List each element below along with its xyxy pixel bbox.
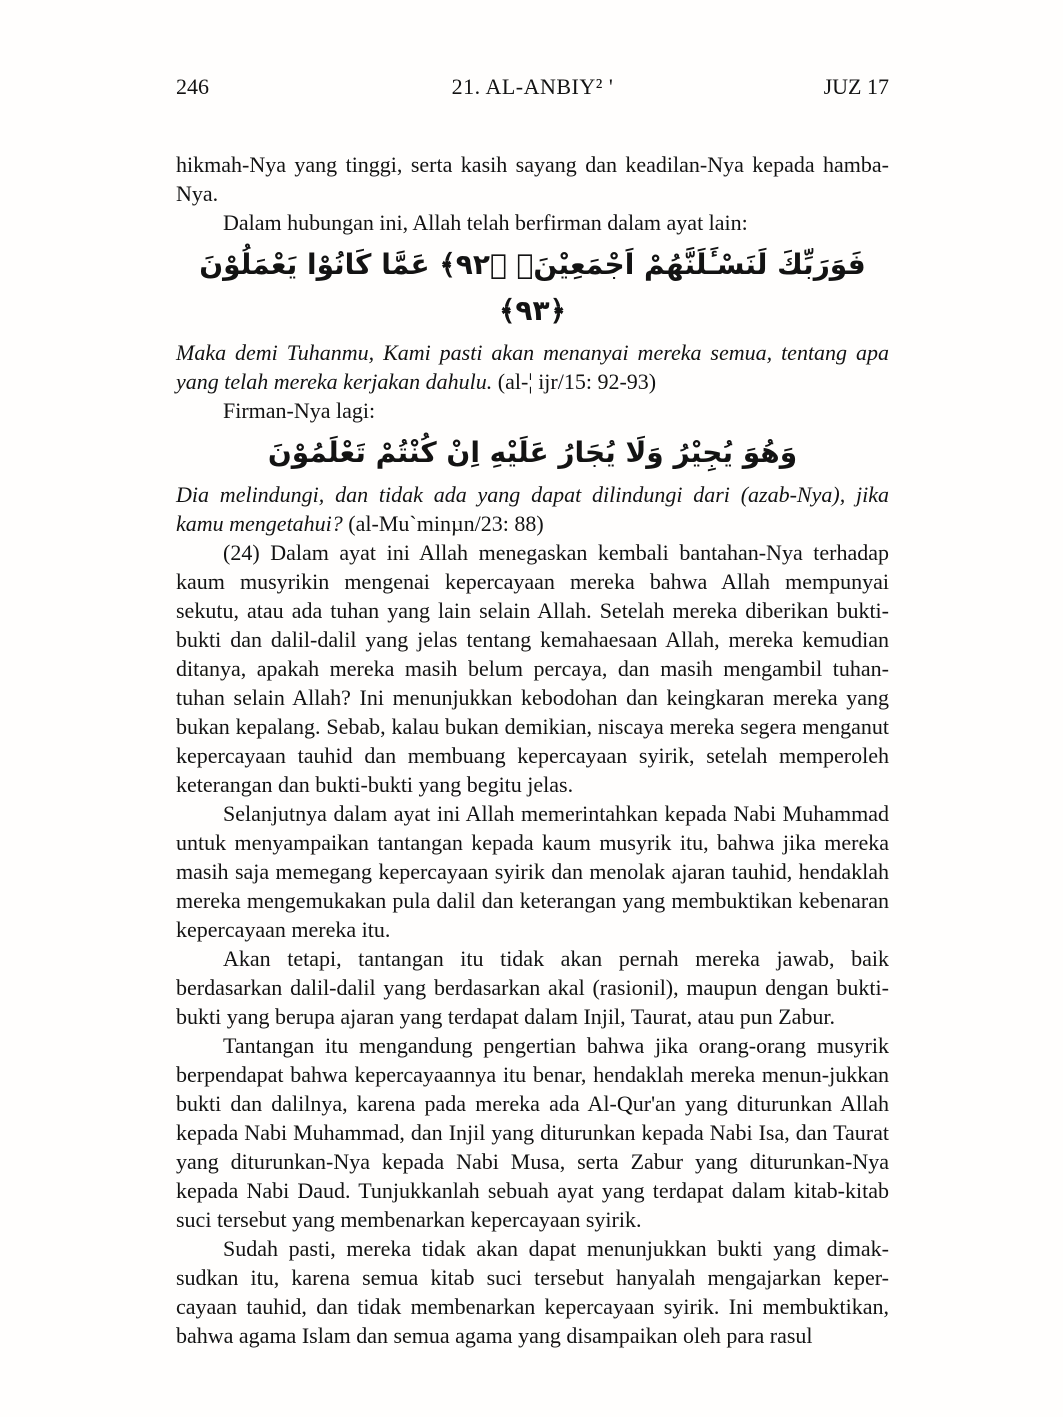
verse-citation-2: (al-Mu`minµn/23: 88) bbox=[348, 511, 544, 536]
surah-title: 21. AL-ANBIY² ' bbox=[451, 74, 614, 99]
tafsir-paragraph-24: (24) Dalam ayat ini Allah menegaskan kembali bantahan-Nya terhadap kaum musyrikin mengenai kepercayaan mereka bahwa Allah mempunyai sekutu, atau ada tuhan yang lain selain Allah. Setelah mereka diberikan bukti-bukti dan dalil-dalil yang jelas tentang kemahaesaan Allah, mereka kemudian ditanya, apakah mereka masih belum percaya, dan masih mengambil tuhan-tuhan selain Allah? Ini menunjukkan kebodohan dan keingkaran mereka yang bukan kepalang. Sebab, kalau bukan demikian, niscaya mereka segera menganut kepercayaan tauhid dan membuang kepercayaan syirik, setelah memperoleh keterangan dan bukti-bukti yang begitu jelas. bbox=[176, 540, 889, 797]
continuation-paragraph: hikmah-Nya yang tinggi, serta kasih sayang dan keadilan-Nya kepada hamba-Nya. bbox=[176, 152, 889, 206]
tafsir-paragraph-akan-tetapi: Akan tetapi, tantangan itu tidak akan pernah mereka jawab, baik berdasarkan dalil-dalil yang berdasarkan akal (rasionil), maupun dengan bukti-bukti yang berupa ajaran yang terdapat dalam Injil, Taurat, atau pun Zabur. bbox=[176, 946, 889, 1029]
verse-citation-1: (al-¦ ijr/15: 92-93) bbox=[497, 369, 657, 394]
translation-paragraph-2 bbox=[176, 480, 889, 538]
page-header bbox=[176, 74, 889, 100]
intro-quran-quote-1: Dalam hubungan ini, Allah telah berfirman dalam ayat lain: bbox=[223, 210, 748, 235]
page-number: 246 bbox=[176, 74, 209, 99]
intro-quran-quote-2: Firman-Nya lagi: bbox=[223, 398, 376, 423]
tafsir-paragraph-tantangan: Tantangan itu mengandung pengertian bahwa jika orang-orang musyrik berpendapat bahwa kepercayaannya itu benar, hendaklah mereka menun-jukkan bukti dan dalilnya, karena pada mereka ada Al-Qur'an yang diturunkan Allah kepada Nabi Muhammad, dan Injil yang diturunkan kepada Nabi Isa, dan Taurat yang diturunkan-Nya kepada Nabi Musa, serta Zabur yang diturunkan-Nya kepada Nabi Daud. Tunjukkanlah sebuah ayat yang terdapat dalam kitab-kitab suci tersebut yang membenarkan kepercayaan syirik. bbox=[176, 1033, 889, 1232]
translation-paragraph-1 bbox=[176, 338, 889, 396]
tafsir-paragraph-sudah-pasti: Sudah pasti, mereka tidak akan dapat menunjukkan bukti yang dimak-sudkan itu, karena semua kitab suci tersebut hanyalah mengajarkan keper-cayaan tauhid, dan tidak membenarkan kepercayaan syirik. Ini membuktikan, bahwa agama Islam dan semua agama yang disampaikan oleh para rasul bbox=[176, 1236, 889, 1348]
tafsir-paragraph-selanjutnya: Selanjutnya dalam ayat ini Allah memerintahkan kepada Nabi Muhammad untuk menyampaikan tantangan kepada kaum musyrik itu, bahwa jika mereka masih saja memegang kepercayaan syirik dan menolak ajaran tauhid, hendaklah mereka mengemukakan pula dalil dan keterangan yang membuktikan kebenaran kepercayaan mereka itu. bbox=[176, 801, 889, 942]
page-content bbox=[176, 74, 889, 1350]
verse-translation-1: Maka demi Tuhanmu, Kami pasti akan menanyai mereka semua, tentang apa yang telah mereka kerjakan dahulu. bbox=[176, 340, 889, 394]
juz-label: JUZ 17 bbox=[823, 74, 889, 99]
arabic-verse-2: وَهُوَ يُجِيْرُ وَلَا يُجَارُ عَلَيْهِ اِنْ كُنْتُمْ تَعْلَمُوْنَ bbox=[267, 436, 798, 469]
page-body bbox=[176, 150, 889, 1350]
arabic-verse-1: فَوَرَبِّكَ لَنَسْـَٔلَنَّهُمْ اَجْمَعِيْنَۙ ﴿٩٢﴾ عَمَّا كَانُوْا يَعْمَلُوْنَ ﴿٩٣﴾ bbox=[199, 248, 866, 327]
verse-translation-2: Dia melindungi, dan tidak ada yang dapat dilindungi dari (azab-Nya), jika kamu mengetahui? bbox=[176, 482, 889, 536]
